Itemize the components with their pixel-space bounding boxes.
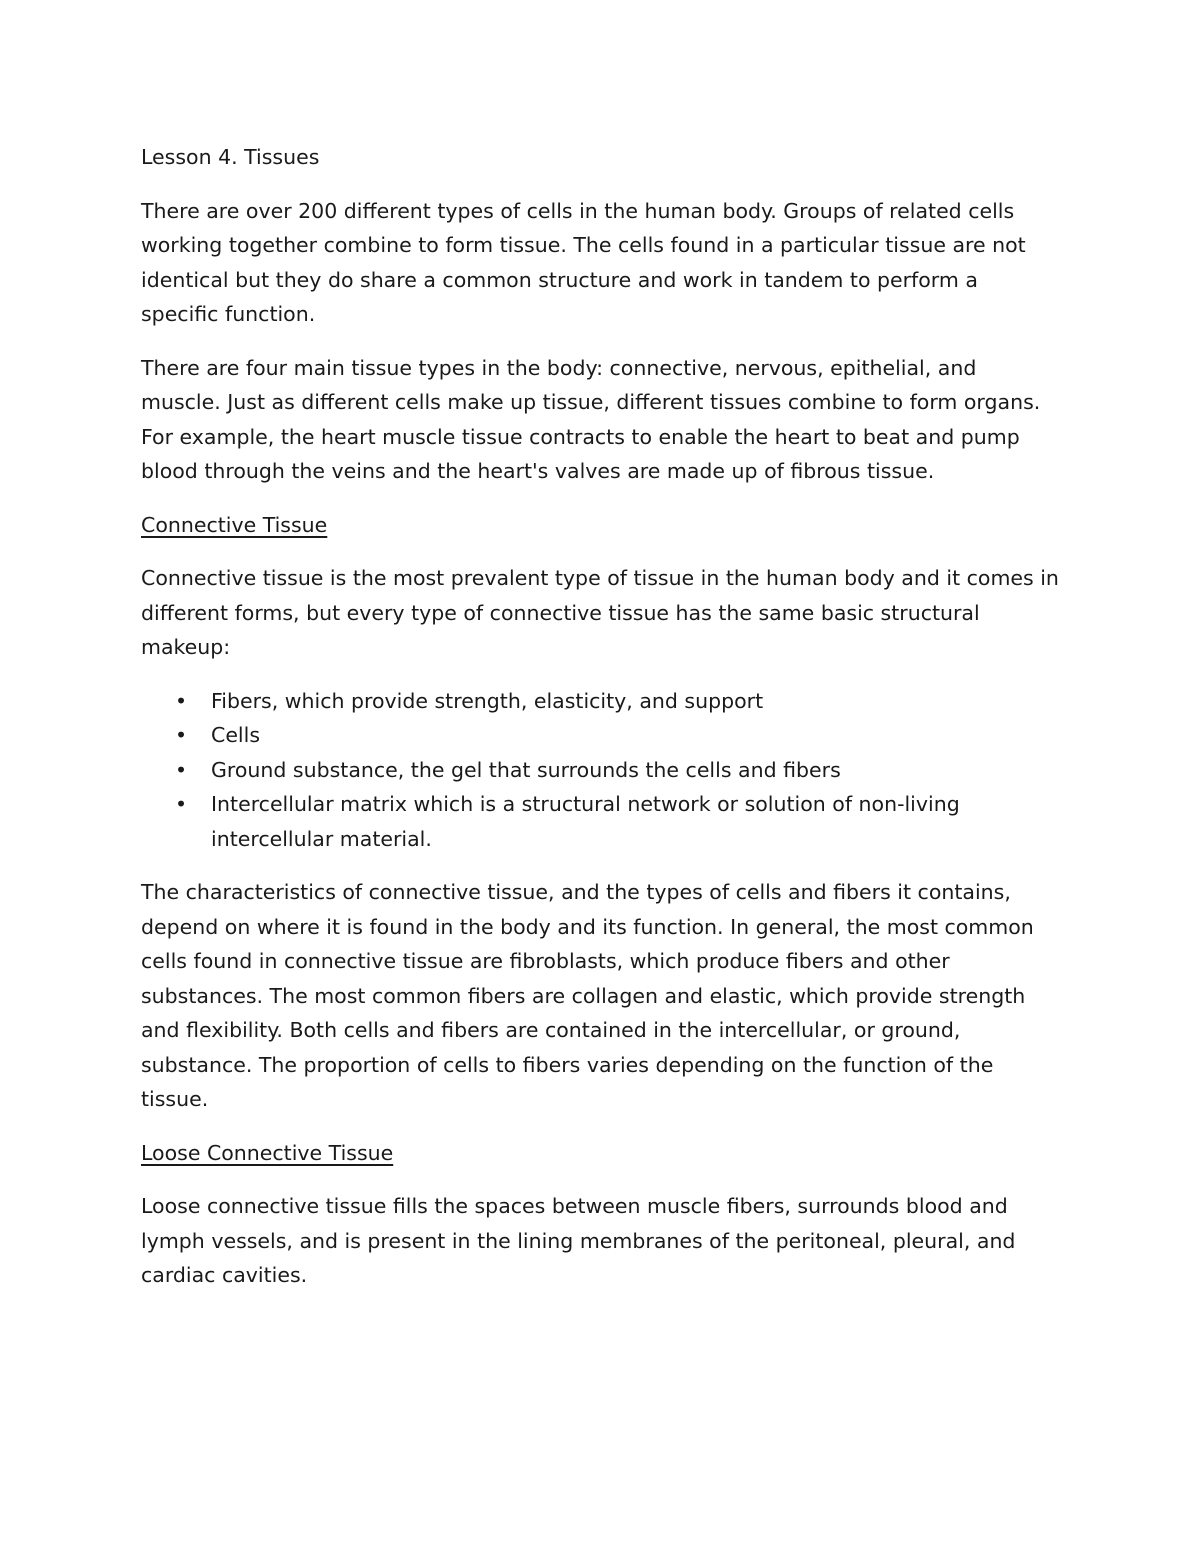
list-item <box>141 753 1061 788</box>
list-item-text: Cells <box>211 723 260 747</box>
list-item-text: Intercellular matrix which is a structural network or solution of non-living intercellular material. <box>211 792 960 851</box>
list-item <box>141 718 1061 753</box>
loose-connective-tissue-heading: Loose Connective Tissue <box>141 1140 394 1165</box>
bullet-icon: • <box>175 723 188 747</box>
bullet-icon: • <box>175 757 188 782</box>
list-item-text: Fibers, which provide strength, elasticity, and support <box>211 688 764 713</box>
connective-tissue-intro: Connective tissue is the most prevalent type of tissue in the human body and it comes in different forms, but every type of connective tissue has the same basic structural makeup: <box>141 566 1059 659</box>
page-title: Lesson 4. Tissues <box>141 145 320 169</box>
connective-characteristics-paragraph: The characteristics of connective tissue, and the types of cells and fibers it contains, depend on where it is found in the body and its function. In general, the most common cells found in connective tissue are fibroblasts, which produce fibers and other substances. The most common fibers are collagen and elastic, which provide strength and flexibility. Both cells and fibers are contained in the intercellular, or ground, substance. The proportion of cells to fibers varies depending on the function of the tissue. <box>141 880 1034 1111</box>
bullet-icon: • <box>175 792 188 816</box>
list-item <box>141 787 1061 856</box>
connective-components-list <box>141 684 1061 857</box>
intro-paragraph-2: There are four main tissue types in the body: connective, nervous, epithelial, and muscle. Just as different cells make up tissue, different tissues combine to form organs. For example, the heart muscle tissue contracts to enable the heart to beat and pump blood through the veins and the heart's valves are made up of fibrous tissue. <box>141 355 1041 483</box>
bullet-icon: • <box>175 688 188 713</box>
list-item <box>141 684 1061 719</box>
list-item-text: Ground substance, the gel that surrounds the cells and fibers <box>211 757 841 782</box>
intro-paragraph-1: There are over 200 different types of cells in the human body. Groups of related cells working together combine to form tissue. The cells found in a particular tissue are not identical but they do share a common structure and work in tandem to perform a specific function. <box>141 198 1026 326</box>
loose-connective-tissue-paragraph: Loose connective tissue fills the spaces between muscle fibers, surrounds blood and lymph vessels, and is present in the lining membranes of the peritoneal, pleural, and cardiac cavities. <box>141 1194 1016 1287</box>
connective-tissue-heading: Connective Tissue <box>141 512 328 537</box>
document-page <box>141 140 1061 1312</box>
